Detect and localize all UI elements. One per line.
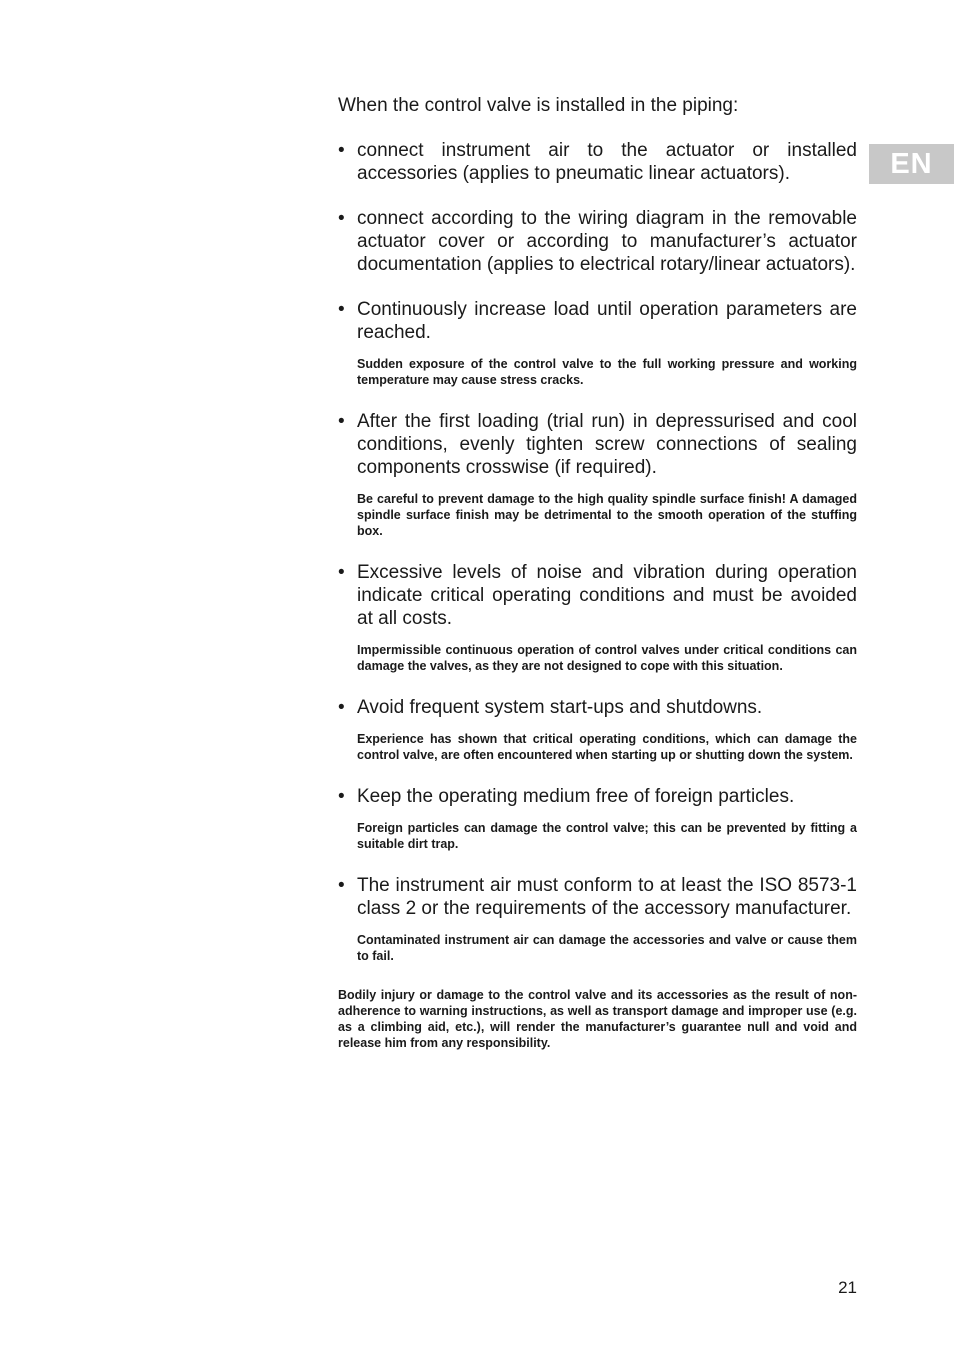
item-text: Keep the operating medium free of foreign particles. [357, 786, 795, 807]
item-note: Impermissible continuous operation of control valves under critical conditions can damage the valves, as they are not designed to cope with this situation. [357, 643, 857, 673]
bullet-icon: • [338, 299, 345, 320]
item-note: Be careful to prevent damage to the high quality spindle surface finish! A damaged spindle surface finish may be detrimental to the smooth operation of the stuffing box. [357, 492, 857, 538]
list-item-4 [338, 410, 857, 539]
bullet-icon: • [338, 140, 345, 161]
bullet-icon: • [338, 875, 345, 896]
item-text: The instrument air must conform to at least the ISO 8573-1 class 2 or the requirements of the accessory manufacturer. [357, 875, 857, 919]
item-note: Contaminated instrument air can damage the accessories and valve or cause them to fail. [357, 933, 857, 963]
item-text: connect instrument air to the actuator or installed accessories (applies to pneumatic linear actuators). [357, 140, 857, 184]
item-text: Excessive levels of noise and vibration during operation indicate critical operating conditions and must be avoided at all costs. [357, 562, 857, 629]
liability-note: Bodily injury or damage to the control valve and its accessories as the result of non-adherence to warning instructions, as well as transport damage and improper use (e.g. as a climbing aid, etc.), will render the manufacturer’s guarantee null and void and release him from any responsibility. [338, 988, 857, 1050]
intro-text: When the control valve is installed in the piping: [338, 95, 739, 116]
bullet-icon: • [338, 786, 345, 807]
item-text: Continuously increase load until operation parameters are reached. [357, 299, 857, 343]
bullet-icon: • [338, 697, 345, 718]
item-text: connect according to the wiring diagram in the removable actuator cover or according to manufacturer’s actuator documentation (applies to electrical rotary/linear actuators). [357, 208, 857, 275]
bullet-icon: • [338, 411, 345, 432]
list-item-6 [338, 696, 857, 763]
item-note: Sudden exposure of the control valve to the full working pressure and working temperature may cause stress cracks. [357, 357, 857, 387]
bullet-icon: • [338, 208, 345, 229]
page-number: 21 [838, 1278, 857, 1297]
item-note: Experience has shown that critical operating conditions, which can damage the control valve, are often encountered when starting up or shutting down the system. [357, 732, 857, 762]
list-item-8 [338, 874, 857, 964]
list-item-5 [338, 561, 857, 674]
bullet-icon: • [338, 562, 345, 583]
language-tab-en: EN [869, 144, 954, 184]
list-item-1 [338, 139, 857, 185]
item-text: Avoid frequent system start-ups and shutdowns. [357, 697, 763, 718]
list-item-2 [338, 207, 857, 276]
list-item-7 [338, 785, 857, 852]
item-note: Foreign particles can damage the control valve; this can be prevented by fitting a suitable dirt trap. [357, 821, 857, 851]
main-content [338, 94, 857, 1051]
item-text: After the first loading (trial run) in depressurised and cool conditions, evenly tighten screw connections of sealing components crosswise (if required). [357, 411, 857, 478]
list-item-3 [338, 298, 857, 388]
